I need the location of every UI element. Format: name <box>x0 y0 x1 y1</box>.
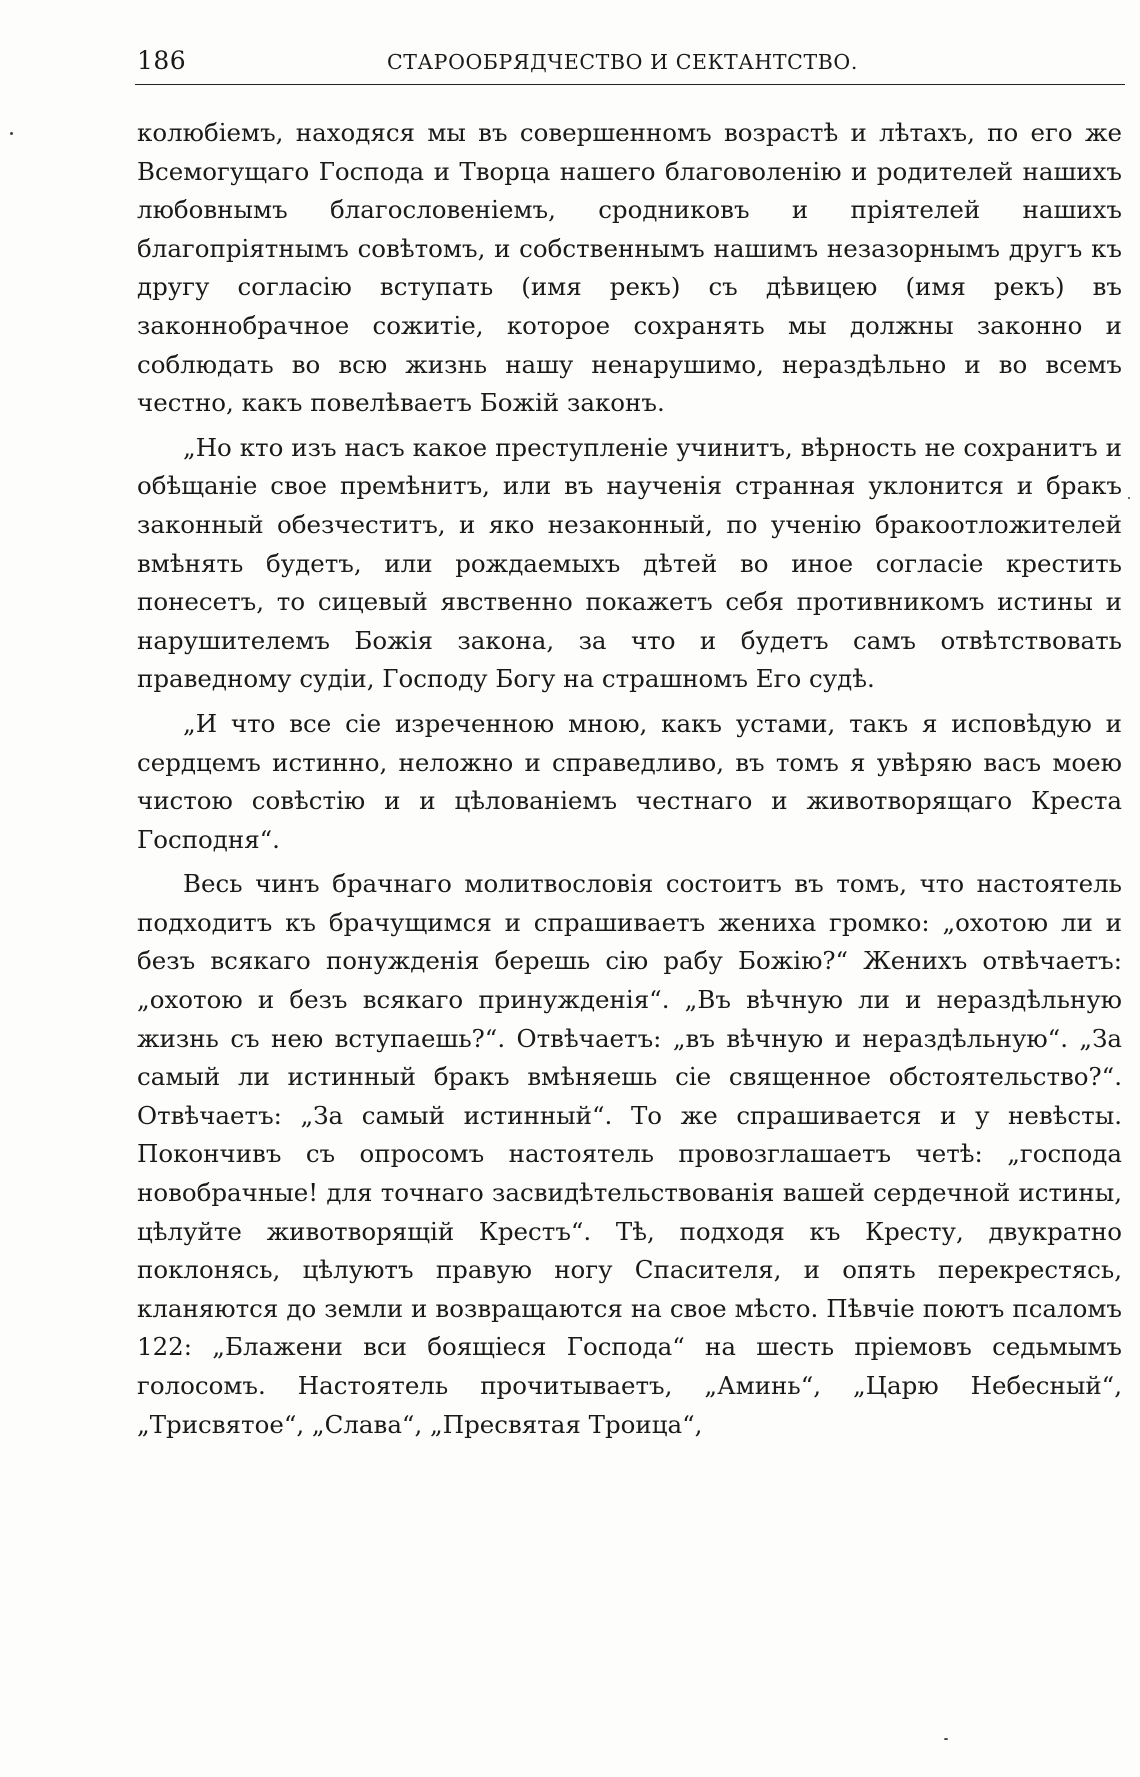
paragraph: колюбіемъ, находяся мы въ совершенномъ возрастѣ и лѣтахъ, по его же Всемогущаго Господа и Творца нашего благоволенію и родителей нашихъ любовнымъ благословеніемъ, сродниковъ и пріятелей нашихъ благопріятнымъ совѣтомъ, и собственнымъ нашимъ незазорнымъ другъ къ другу согласію вступать (имя рекъ) съ дѣвицею (имя рекъ) въ законнобрачное сожитіе, которое сохранять мы должны законно и соблюдать во всю жизнь нашу ненарушимо, нераздѣльно и во всемъ честно, какъ повелѣваетъ Божій законъ. <box>137 118 1122 418</box>
paragraph: „И что все сіе изреченною мною, какъ устами, такъ я исповѣдую и сердцемъ истинно, неложно и справедливо, въ томъ я увѣряю васъ моею чистою совѣстію и и цѣлованіемъ честнаго и животворящаго Креста Господня“. <box>137 708 1122 854</box>
body-text <box>137 114 1122 1450</box>
paragraph: „Но кто изъ насъ какое преступленіе учинитъ, вѣрность не сохранитъ и обѣщаніе свое премѣнитъ, или въ наученія странная уклонится и бракъ законный обезчеститъ, и яко незаконный, по ученію бракоотложителей вмѣнять будетъ, или рождаемыхъ дѣтей во иное согласіе крестить понесетъ, то сицевый явственно покажетъ себя противникомъ истины и нарушителемъ Божія закона, за что и будетъ самъ отвѣтствовать праведному судіи, Господу Богу на страшномъ Его судѣ. <box>137 432 1122 694</box>
print-speck <box>944 1738 948 1740</box>
print-speck <box>1128 497 1130 499</box>
paragraph: Весь чинъ брачнаго молитвословія состоитъ въ томъ, что настоятель подходитъ къ брачущимся и спрашиваетъ жениха громко: „охотою ли и безъ всякаго понужденія берешь сію рабу Божію?“ Женихъ отвѣчаетъ: „охотою и безъ всякаго принужденія“. „Въ вѣчную ли и нераздѣльную жизнь съ нею вступаешь?“. Отвѣчаетъ: „въ вѣчную и нераздѣльную“. „За самый ли истинный бракъ вмѣняешь сіе священное обстоятельство?“. Отвѣчаетъ: „За самый истинный“. То же спрашивается и у невѣсты. Покончивъ съ опросомъ настоятель провозглашаетъ четѣ: „господа новобрачные! для точнаго засвидѣтельствованія вашей сердечной истины, цѣлуйте животворящій Крестъ“. Тѣ, подходя къ Кресту, двукратно поклонясь, цѣлуютъ правую ногу Спасителя, и опять перекрестясь, кланяются до земли и возвращаются на свое мѣсто. Пѣвчіе поютъ псаломъ 122: „Блажени вси боящіеся Господа“ на шесть пріемовъ седьмымъ голосомъ. Настоятель прочитываетъ, „Аминь“, „Царю Небесный“, „Трисвятое“, „Слава“, „Пресвятая Троица“, <box>137 869 1122 1439</box>
page-number: 186 <box>137 46 187 75</box>
print-speck <box>10 132 13 135</box>
running-title: СТАРООБРЯДЧЕСТВО И СЕКТАНТСТВО. <box>387 50 858 74</box>
page-header <box>135 38 1125 85</box>
